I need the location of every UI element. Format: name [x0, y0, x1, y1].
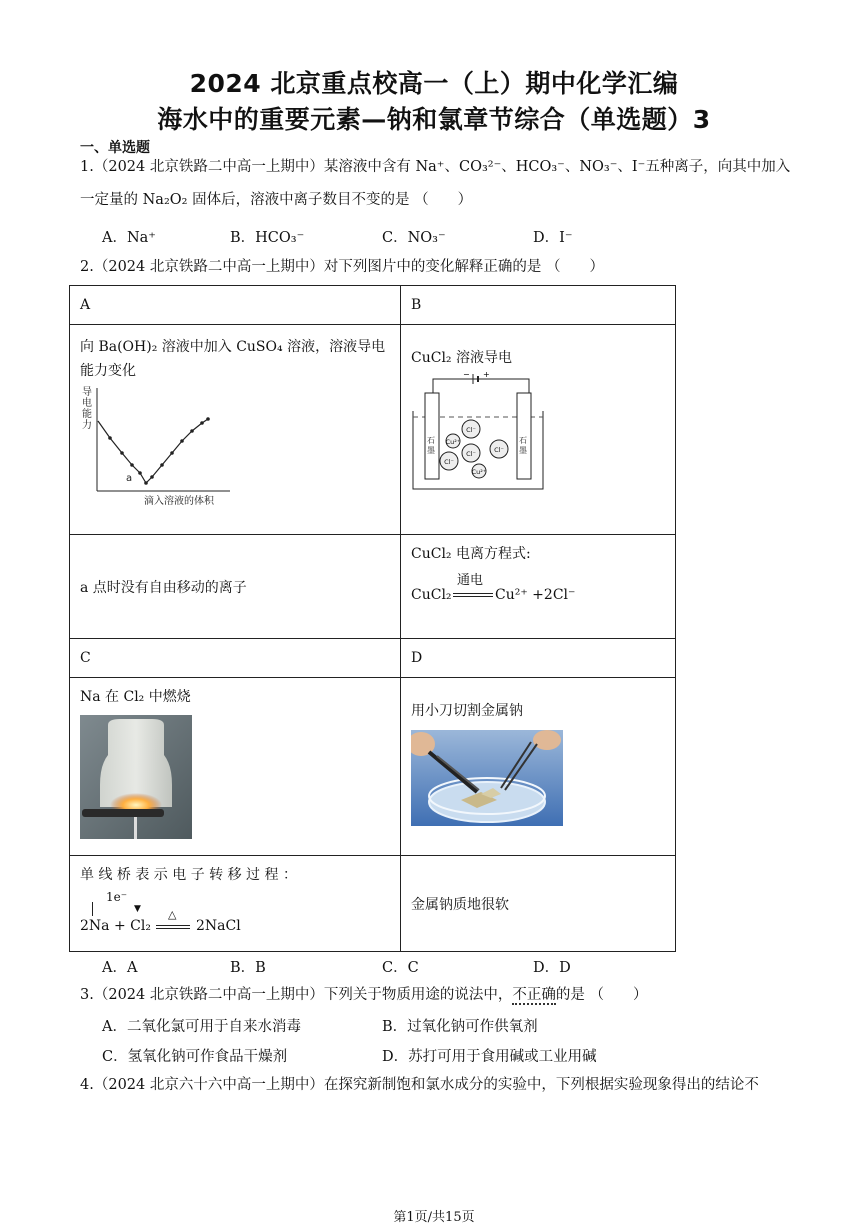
b-explain-title: CuCl₂ 电离方程式:: [411, 546, 531, 562]
question-1: 1.（2024 北京铁路二中高一上期中）某溶液中含有 Na⁺、CO₃²⁻、HCO₃⁻、NO₃⁻、I⁻五种离子，向其中加入: [80, 159, 791, 175]
c-eq-condition: △: [168, 908, 177, 921]
q2-number: 2.: [80, 259, 94, 275]
graph-ylabel-2: 电: [82, 398, 92, 409]
q3-option-a: A．二氧化氯可用于自来水消毒: [102, 1019, 301, 1035]
section-heading: 一、单选题: [80, 140, 150, 156]
cell-b-figure: [401, 325, 676, 535]
cell-d-explanation: 金属钠质地很软: [401, 856, 676, 952]
c-eq-arrow-head: ▼: [134, 904, 141, 914]
q2-option-a: A．A: [102, 960, 138, 976]
c-explain-title: 单 线 桥 表 示 电 子 转 移 过 程 ：: [80, 867, 297, 883]
electrolysis-diagram: [411, 371, 551, 501]
conductivity-graph: [80, 383, 240, 513]
q3-option-b: B．过氧化钠可作供氧剂: [382, 1019, 538, 1035]
q1-number: 1.: [80, 159, 94, 175]
q3-source: （2024 北京铁路二中高一上期中）: [93, 987, 324, 1003]
q1-ion-3: HCO₃⁻: [515, 159, 565, 175]
graph-ylabel-4: 力: [82, 420, 92, 431]
a-description: [80, 335, 390, 383]
q3-option-c: C．氢氧化钠可作食品干燥剂: [102, 1049, 288, 1065]
cell-d-figure: [401, 678, 676, 856]
q1-ion-4: NO₃⁻: [579, 159, 618, 175]
q1-text-b: 五种离子，向其中加入: [645, 159, 791, 175]
q1-ion-2: CO₃²⁻: [458, 159, 502, 175]
svg-text:+: +: [483, 371, 490, 379]
c-eq-electron: 1e⁻: [106, 890, 128, 904]
q1-line2: 一定量的 Na₂O₂ 固体后，溶液中离子数目不变的是 （ ）: [80, 192, 473, 208]
q3-text-a: 下列关于物质用途的说法中，: [323, 987, 513, 1003]
ion-3: Cl⁻: [494, 446, 504, 454]
cell-a-figure: [70, 325, 401, 535]
q2-table: [69, 285, 676, 952]
q1-option-d: D．I⁻: [533, 230, 573, 246]
b-description: CuCl₂ 溶液导电: [411, 350, 512, 366]
graph-point-label: a: [126, 473, 133, 484]
cell-label-a: A: [70, 286, 401, 325]
q1-ion-5: I⁻: [631, 159, 646, 175]
q3-emphasis: 不正确: [512, 987, 556, 1003]
q2-option-b: B．B: [230, 960, 266, 976]
q2-text: 对下列图片中的变化解释正确的是 （ ）: [323, 259, 604, 275]
graph-ylabel-3: 能: [82, 409, 92, 420]
circuit-wire: [433, 379, 529, 399]
graph-curve: [98, 419, 208, 483]
doc-subtitle: 海水中的重要元素—钠和氯章节综合（单选题）3: [157, 105, 711, 134]
q1-ion-1: Na⁺: [415, 159, 445, 175]
q3-number: 3.: [80, 987, 94, 1003]
question-3: [80, 985, 647, 1005]
b-eq-sign: [453, 593, 493, 597]
graph-xlabel: 滴入溶液的体积: [144, 496, 214, 507]
page-footer: 第1页/共15页: [393, 1210, 475, 1225]
q4-text: 在探究新制饱和氯水成分的实验中，下列根据实验现象得出的结论不: [323, 1077, 759, 1093]
ion-2: Cu²⁺: [445, 438, 461, 446]
cell-a-explanation: a 点时没有自由移动的离子: [70, 535, 401, 639]
q1-source: （2024 北京铁路二中高一上期中）: [93, 159, 324, 175]
c-equation: [80, 884, 390, 944]
q1-text-a: 某溶液中含有: [323, 159, 411, 175]
question-4: [80, 1075, 759, 1095]
cutting-sodium-photo: [411, 730, 563, 826]
svg-text:−: −: [463, 371, 470, 379]
right-electrode-label-1: 石: [519, 436, 527, 445]
b-eq-left: CuCl₂: [411, 587, 452, 603]
q3-option-d: D．苏打可用于食用碱或工业用碱: [382, 1049, 597, 1065]
a-desc-line2: 能力变化: [80, 363, 136, 379]
ion-1: Cl⁻: [466, 426, 476, 434]
cell-label-c: C: [70, 639, 401, 678]
d-description: 用小刀切割金属钠: [411, 703, 523, 719]
b-eq-right: Cu²⁺ +2Cl⁻: [495, 587, 576, 603]
graph-ylabel-1: 导: [82, 387, 92, 398]
right-electrode-label-2: 墨: [519, 446, 527, 455]
q1-option-c: C．NO₃⁻: [382, 230, 446, 246]
q4-source: （2024 北京六十六中高一上期中）: [93, 1077, 324, 1093]
ion-4: Cl⁻: [466, 450, 476, 458]
left-electrode-label-1: 石: [427, 436, 435, 445]
c-eq-arrow-start: [92, 902, 93, 916]
left-electrode-label-2: 墨: [427, 446, 435, 455]
b-eq-condition: 通电: [457, 573, 484, 588]
q1-option-a: A．Na⁺: [102, 230, 156, 246]
q4-number: 4.: [80, 1077, 94, 1093]
q3-text-b: 的是 （ ）: [555, 987, 648, 1003]
ion-5: Cl⁻: [444, 458, 454, 466]
b-equation: [411, 563, 665, 617]
c-eq-left: 2Na + Cl₂: [80, 918, 151, 934]
sodium-burning-photo: [80, 715, 192, 839]
c-description: Na 在 Cl₂ 中燃烧: [80, 689, 191, 705]
cell-label-d: D: [401, 639, 676, 678]
graph-points: [108, 417, 210, 485]
q2-option-d: D．D: [533, 960, 571, 976]
cell-c-figure: [70, 678, 401, 856]
c-eq-sign: [156, 925, 190, 929]
cell-b-explanation: [401, 535, 676, 639]
c-eq-right: 2NaCl: [196, 918, 241, 934]
ion-6: Cu²⁺: [471, 468, 487, 476]
doc-title: 2024 北京重点校高一（上）期中化学汇编: [189, 69, 679, 98]
question-2: [80, 257, 604, 277]
q2-option-c: C．C: [382, 960, 419, 976]
cell-c-explanation: [70, 856, 401, 952]
q2-source: （2024 北京铁路二中高一上期中）: [93, 259, 324, 275]
a-desc-line1: 向 Ba(OH)₂ 溶液中加入 CuSO₄ 溶液，溶液导电: [80, 339, 386, 355]
cell-label-b: B: [401, 286, 676, 325]
q1-option-b: B．HCO₃⁻: [230, 230, 305, 246]
